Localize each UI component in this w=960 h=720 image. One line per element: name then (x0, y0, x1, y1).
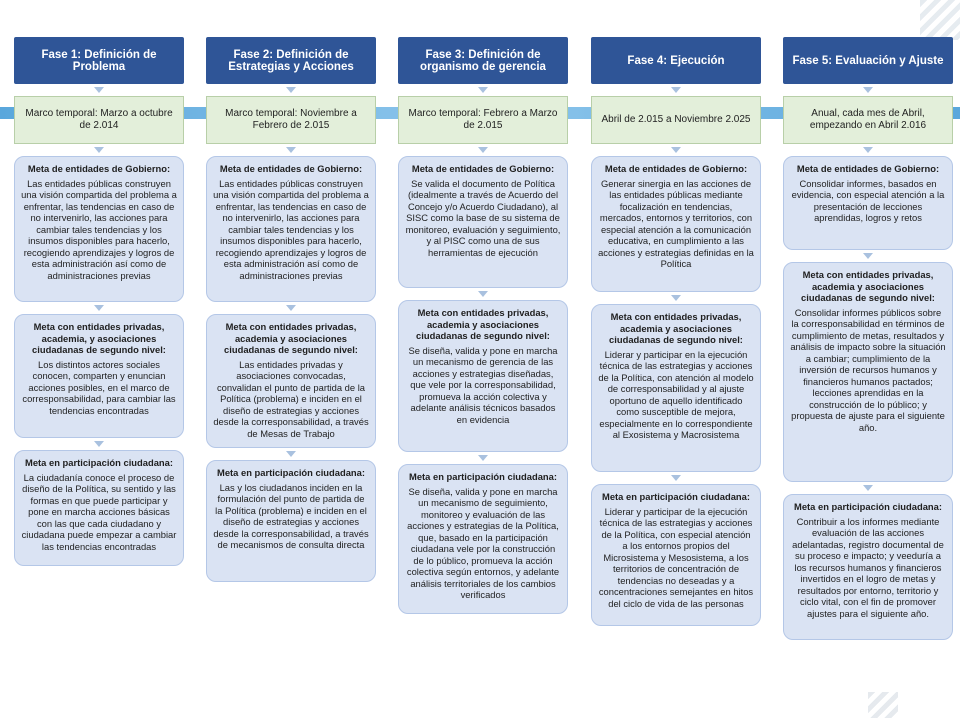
decorative-stripes-top (920, 0, 960, 40)
phase-5-timeframe: Anual, cada mes de Abril, empezando en Abril 2.016 (783, 96, 953, 144)
phase-column-4 (591, 37, 761, 626)
arrow-down-icon (671, 295, 681, 301)
goal-text: Se diseña, valida y pone en marcha un mecanismo de gerencia de las acciones y estrategias diseñadas, que vele por la corresponsabilidad, promueva la acción colectiva y adelante análisis técnicos basados en evidencia (408, 344, 558, 425)
phase-4-header: Fase 4: Ejecución (591, 37, 761, 84)
goal-title: Meta en participación ciudadana: (794, 501, 942, 512)
goal-text: Las y los ciudadanos inciden en la formulación del punto de partida de la Política (problema) e inciden en el diseño de estrategias y acciones desde la corresponsabilidad, a través de mecanismos de consulta directa (213, 481, 369, 550)
goal-text: Contribuir a los informes mediante evaluación de las acciones adelantadas, registro documental de su proceso e impacto; y veeduría a los recursos humanos y financieros invertidos en el logro de metas y resultados por entorno, territorio y ciclo vital, con el fin de promover ajustes para el siguiente año. (792, 515, 944, 619)
phase-5-citizen-goal (783, 494, 953, 640)
arrow-down-icon (94, 147, 104, 153)
goal-text: Consolidar informes, basados en evidencia, con especial atención a la presentación de lecciones aprendidas, logros y retos (791, 177, 945, 223)
phase-2-timeframe: Marco temporal: Noviembre a Febrero de 2.015 (206, 96, 376, 144)
phase-4-government-goal (591, 156, 761, 292)
phase-5-header: Fase 5: Evaluación y Ajuste (783, 37, 953, 84)
goal-text: Se diseña, valida y pone en marcha un mecanismo de seguimiento, monitoreo y evaluación de las acciones y estrategias de la Política, que, basado en la participación ciudadana vele por la construcción de lo público, promueva la acción colectiva según entornos, y adelante análisis territoriales de los cambios verificados (406, 485, 560, 600)
arrow-down-icon (478, 291, 488, 297)
phase-5-government-goal (783, 156, 953, 250)
goal-text: Las entidades públicas construyen una visión compartida del problema a enfrentar, las tendencias en caso de no intervenirlo, las acciones para cambiar tales tendencias y los insumos disponibles para hacerlo, recogiendo aprendizajes y logros de esta administración así como de administraciones previas (213, 177, 369, 281)
arrow-down-icon (286, 451, 296, 457)
phase-2-private-goal (206, 314, 376, 448)
arrow-down-icon (286, 305, 296, 311)
arrow-down-icon (671, 147, 681, 153)
goal-title: Meta con entidades privadas, academia y asociaciones ciudadanas de segundo nivel: (416, 307, 550, 341)
goal-text: Se valida el documento de Política (idealmente a través de Acuerdo del Concejo y/o Acuerdo Ciudadano), al SISC como la base de su sistema de monitoreo, evaluación y seguimiento, y al PISC como una de sus herramientas de ejecución (405, 177, 561, 258)
phase-3-timeframe: Marco temporal: Febrero a Marzo de 2.015 (398, 96, 568, 144)
goal-title: Meta de entidades de Gobierno: (219, 163, 363, 174)
phase-1-government-goal (14, 156, 184, 302)
arrow-down-icon (478, 87, 488, 93)
decorative-stripes-bottom (868, 692, 898, 718)
arrow-down-icon (94, 87, 104, 93)
phase-1-timeframe: Marco temporal: Marzo a octubre de 2.014 (14, 96, 184, 144)
arrow-down-icon (863, 87, 873, 93)
goal-title: Meta con entidades privadas, academia y asociaciones ciudadanas de segundo nivel: (609, 311, 743, 345)
goal-title: Meta en participación ciudadana: (25, 457, 173, 468)
goal-title: Meta de entidades de Gobierno: (411, 163, 555, 174)
goal-title: Meta con entidades privadas, academia y asociaciones ciudadanas de segundo nivel: (224, 321, 358, 355)
arrow-down-icon (286, 87, 296, 93)
phase-2-header: Fase 2: Definición de Estrategias y Acciones (206, 37, 376, 84)
phase-column-1 (14, 37, 184, 566)
arrow-down-icon (94, 441, 104, 447)
phase-4-timeframe: Abril de 2.015 a Noviembre 2.025 (591, 96, 761, 144)
phase-1-header: Fase 1: Definición de Problema (14, 37, 184, 84)
goal-text: La ciudadanía conoce el proceso de diseño de la Política, su sentido y las formas en que puede participar y pone en marcha acciones básicas con las que cada ciudadano y ciudadana puede empezar a cambiar las tendencias encontradas (21, 471, 177, 552)
goal-title: Meta de entidades de Gobierno: (604, 163, 748, 174)
phase-4-private-goal (591, 304, 761, 472)
phase-1-private-goal (14, 314, 184, 438)
phase-3-government-goal (398, 156, 568, 288)
arrow-down-icon (863, 147, 873, 153)
arrow-down-icon (286, 147, 296, 153)
phase-2-government-goal (206, 156, 376, 302)
phase-column-2 (206, 37, 376, 582)
goal-text: Las entidades privadas y asociaciones convocadas, convalidan el punto de partida de la Política (problema) e inciden en el diseño de estrategias y acciones desde la corresponsabilidad, a través de Mesas de Trabajo (213, 358, 369, 439)
goal-text: Liderar y participar de la ejecución técnica de las estrategias y acciones de la Política, con especial atención a los entornos propios del Microsistema y Mesosistema, a los territorios de concentración de tendencias no deseadas y a concentraciones semejantes en hitos del ciclo de vida de las personas (598, 505, 754, 609)
arrow-down-icon (478, 455, 488, 461)
arrow-down-icon (863, 485, 873, 491)
arrow-down-icon (94, 305, 104, 311)
goal-text: Consolidar informes públicos sobre la corresponsabilidad en términos de cumplimiento de metas, resultados y análisis de impacto sobre la situación a cambiar; cumplimiento de la inversión de recursos humanos y financieros humanos pactados; lecciones aprendidas en la construcción de lo público; y propuesta de ajuste para el siguiente año. (790, 306, 946, 433)
phase-4-citizen-goal (591, 484, 761, 626)
arrow-down-icon (671, 87, 681, 93)
goal-title: Meta en participación ciudadana: (602, 491, 750, 502)
goal-title: Meta con entidades privadas, academia, y asociaciones ciudadanas de segundo nivel: (32, 321, 166, 355)
arrow-down-icon (863, 253, 873, 259)
goal-title: Meta de entidades de Gobierno: (796, 163, 940, 174)
phase-3-header: Fase 3: Definición de organismo de gerencia (398, 37, 568, 84)
phase-2-citizen-goal (206, 460, 376, 582)
goal-title: Meta de entidades de Gobierno: (27, 163, 171, 174)
goal-text: Los distintos actores sociales conocen, comparten y enuncian acciones posibles, en el marco de corresponsabilidad, para cambiar las tendencias encontradas (22, 358, 176, 416)
arrow-down-icon (671, 475, 681, 481)
phase-column-5 (783, 37, 953, 640)
arrow-down-icon (478, 147, 488, 153)
goal-text: Las entidades públicas construyen una visión compartida del problema a enfrentar, las tendencias en caso de no intervenirlo, las acciones para cambiar tales tendencias y los insumos disponibles para hacerlo, recogiendo aprendizajes y logros de esta administración así como de administraciones previas (21, 177, 177, 281)
phase-column-3 (398, 37, 568, 614)
phase-3-private-goal (398, 300, 568, 452)
goal-text: Generar sinergia en las acciones de las entidades públicas mediante focalización en tendencias, mercados, entornos y territorios, con especial atención a la comunicación educativa, en cumplimiento a las acciones y estrategias definidas en la Política (598, 177, 754, 269)
phase-1-citizen-goal (14, 450, 184, 566)
goal-text: Liderar y participar en la ejecución técnica de las estrategias y acciones de la Política, con atención al modelo de corresponsabilidad y al ajuste oportuno de aquello identificado como susceptible de mejora, especialmente en lo correspondiente al Exosistema y Macrosistema (598, 348, 754, 440)
goal-title: Meta con entidades privadas, academia y asociaciones ciudadanas de segundo nivel: (801, 269, 935, 303)
phase-3-citizen-goal (398, 464, 568, 614)
goal-title: Meta en participación ciudadana: (409, 471, 557, 482)
goal-title: Meta en participación ciudadana: (217, 467, 365, 478)
phase-5-private-goal (783, 262, 953, 482)
